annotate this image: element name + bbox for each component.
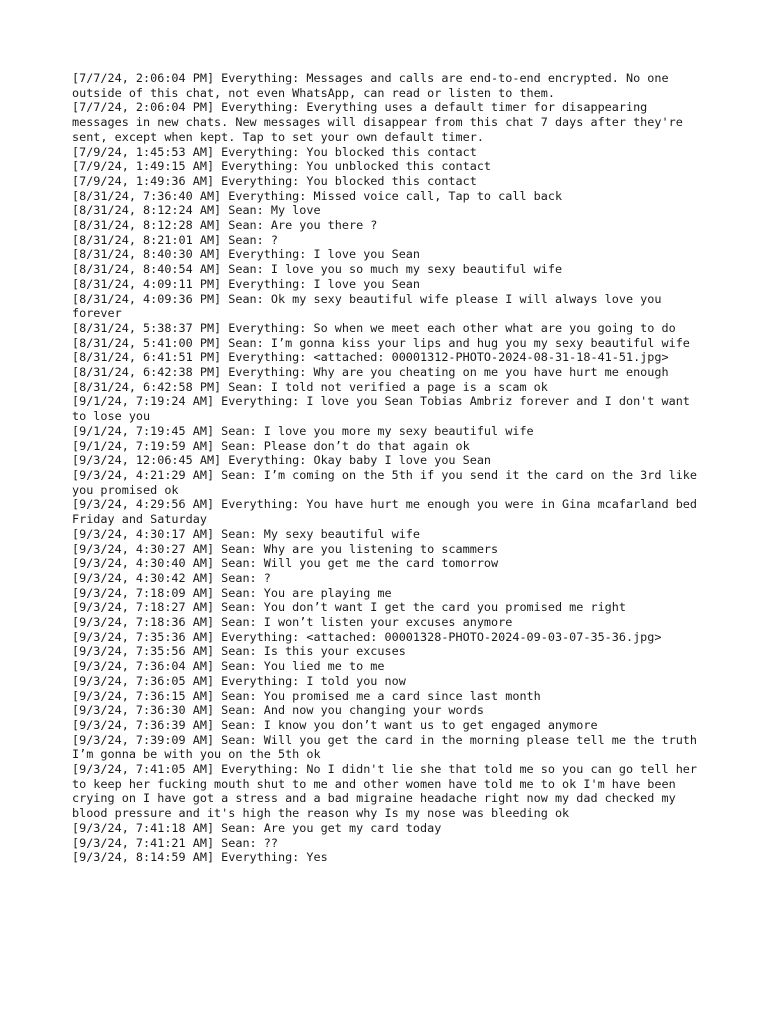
chat-log-line: [9/3/24, 7:41:18 AM] Sean: Are you get my card today [72, 820, 442, 835]
chat-log-line: [7/7/24, 2:06:04 PM] Everything: Everything uses a default timer for disappearing messages in new chats. New messages will disappear from this chat 7 days after they're sent, except when kept. Tap to set your own default timer. [72, 100, 690, 144]
chat-log-line: [8/31/24, 6:42:38 PM] Everything: Why are you cheating on me you have hurt me enough [72, 365, 669, 380]
chat-log-line: [9/3/24, 7:36:04 AM] Sean: You lied me to me [72, 659, 385, 674]
chat-log-line: [8/31/24, 8:40:30 AM] Everything: I love you Sean [72, 247, 421, 262]
chat-log-line: [8/31/24, 6:41:51 PM] Everything: <attached: 00001312-PHOTO-2024-08-31-18-41-51.jpg> [72, 350, 669, 365]
chat-log-line: [9/3/24, 4:21:29 AM] Sean: I’m coming on the 5th if you send it the card on the 3rd like you promised ok [72, 467, 705, 497]
chat-log-line: [9/3/24, 7:18:27 AM] Sean: You don’t want I get the card you promised me right [72, 600, 626, 615]
chat-log-line: [9/1/24, 7:19:59 AM] Sean: Please don’t do that again ok [72, 438, 470, 453]
chat-log-line: [7/9/24, 1:49:15 AM] Everything: You unblocked this contact [72, 159, 492, 174]
chat-log-line: [9/3/24, 7:36:39 AM] Sean: I know you don’t want us to get engaged anymore [72, 717, 598, 732]
chat-log-line: [8/31/24, 4:09:11 PM] Everything: I love you Sean [72, 276, 421, 291]
chat-log-line: [8/31/24, 5:41:00 PM] Sean: I’m gonna kiss your lips and hug you my sexy beautiful wife [72, 335, 690, 350]
chat-log-line: [9/3/24, 12:06:45 AM] Everything: Okay baby I love you Sean [72, 453, 492, 468]
chat-log-line: [9/3/24, 7:36:05 AM] Everything: I told you now [72, 673, 406, 688]
chat-log-line: [9/1/24, 7:19:24 AM] Everything: I love you Sean Tobias Ambriz forever and I don't want to lose you [72, 394, 698, 424]
chat-log-line: [8/31/24, 7:36:40 AM] Everything: Missed voice call, Tap to call back [72, 188, 563, 203]
chat-log-line: [9/3/24, 4:30:42 AM] Sean: ? [72, 570, 271, 585]
chat-log-line: [9/3/24, 7:41:05 AM] Everything: No I didn't lie she that told me so you can go tell her to keep her fucking mouth shut to me and other women have told me to ok I'm have been crying on I have got a stress and a bad migraine headache right now my dad checked my blood pressure and it's high the reason why Is my nose was bleeding ok [72, 762, 705, 821]
chat-log-line: [9/3/24, 8:14:59 AM] Everything: Yes [72, 850, 328, 865]
chat-log-line: [9/3/24, 7:41:21 AM] Sean: ?? [72, 835, 278, 850]
chat-log-line: [9/3/24, 7:39:09 AM] Sean: Will you get the card in the morning please tell me the truth I’m gonna be with you on the 5th ok [72, 732, 705, 762]
chat-log-transcript [72, 71, 708, 865]
chat-log-line: [9/3/24, 7:36:15 AM] Sean: You promised me a card since last month [72, 688, 541, 703]
chat-log-line: [8/31/24, 5:38:37 PM] Everything: So when we meet each other what are you going to do [72, 320, 676, 335]
chat-log-line: [8/31/24, 4:09:36 PM] Sean: Ok my sexy beautiful wife please I will always love you forever [72, 291, 669, 321]
chat-log-line: [9/3/24, 4:29:56 AM] Everything: You have hurt me enough you were in Gina mcafarland bed Friday and Saturday [72, 497, 705, 527]
chat-log-line: [9/3/24, 4:30:40 AM] Sean: Will you get me the card tomorrow [72, 556, 499, 571]
chat-log-line: [8/31/24, 8:12:28 AM] Sean: Are you there ? [72, 218, 378, 233]
chat-log-line: [8/31/24, 8:21:01 AM] Sean: ? [72, 232, 278, 247]
chat-log-line: [9/3/24, 7:18:36 AM] Sean: I won’t listen your excuses anymore [72, 615, 513, 630]
chat-log-line: [9/3/24, 4:30:17 AM] Sean: My sexy beautiful wife [72, 526, 421, 541]
chat-log-line: [9/3/24, 7:36:30 AM] Sean: And now you changing your words [72, 703, 484, 718]
chat-log-line: [9/3/24, 7:35:36 AM] Everything: <attached: 00001328-PHOTO-2024-09-03-07-35-36.jpg> [72, 629, 662, 644]
chat-log-line: [9/3/24, 7:35:56 AM] Sean: Is this your excuses [72, 644, 406, 659]
chat-log-line: [7/7/24, 2:06:04 PM] Everything: Messages and calls are end-to-end encrypted. No one outside of this chat, not even WhatsApp, can read or listen to them. [72, 71, 676, 100]
chat-log-line: [9/3/24, 4:30:27 AM] Sean: Why are you listening to scammers [72, 541, 499, 556]
chat-log-line: [9/3/24, 7:18:09 AM] Sean: You are playing me [72, 585, 392, 600]
chat-log-line: [8/31/24, 8:40:54 AM] Sean: I love you so much my sexy beautiful wife [72, 262, 563, 277]
chat-log-line: [7/9/24, 1:49:36 AM] Everything: You blocked this contact [72, 173, 477, 188]
chat-log-line: [7/9/24, 1:45:53 AM] Everything: You blocked this contact [72, 144, 477, 159]
chat-log-line: [8/31/24, 6:42:58 PM] Sean: I told not verified a page is a scam ok [72, 379, 548, 394]
chat-log-line: [8/31/24, 8:12:24 AM] Sean: My love [72, 203, 321, 218]
chat-log-line: [9/1/24, 7:19:45 AM] Sean: I love you more my sexy beautiful wife [72, 423, 534, 438]
